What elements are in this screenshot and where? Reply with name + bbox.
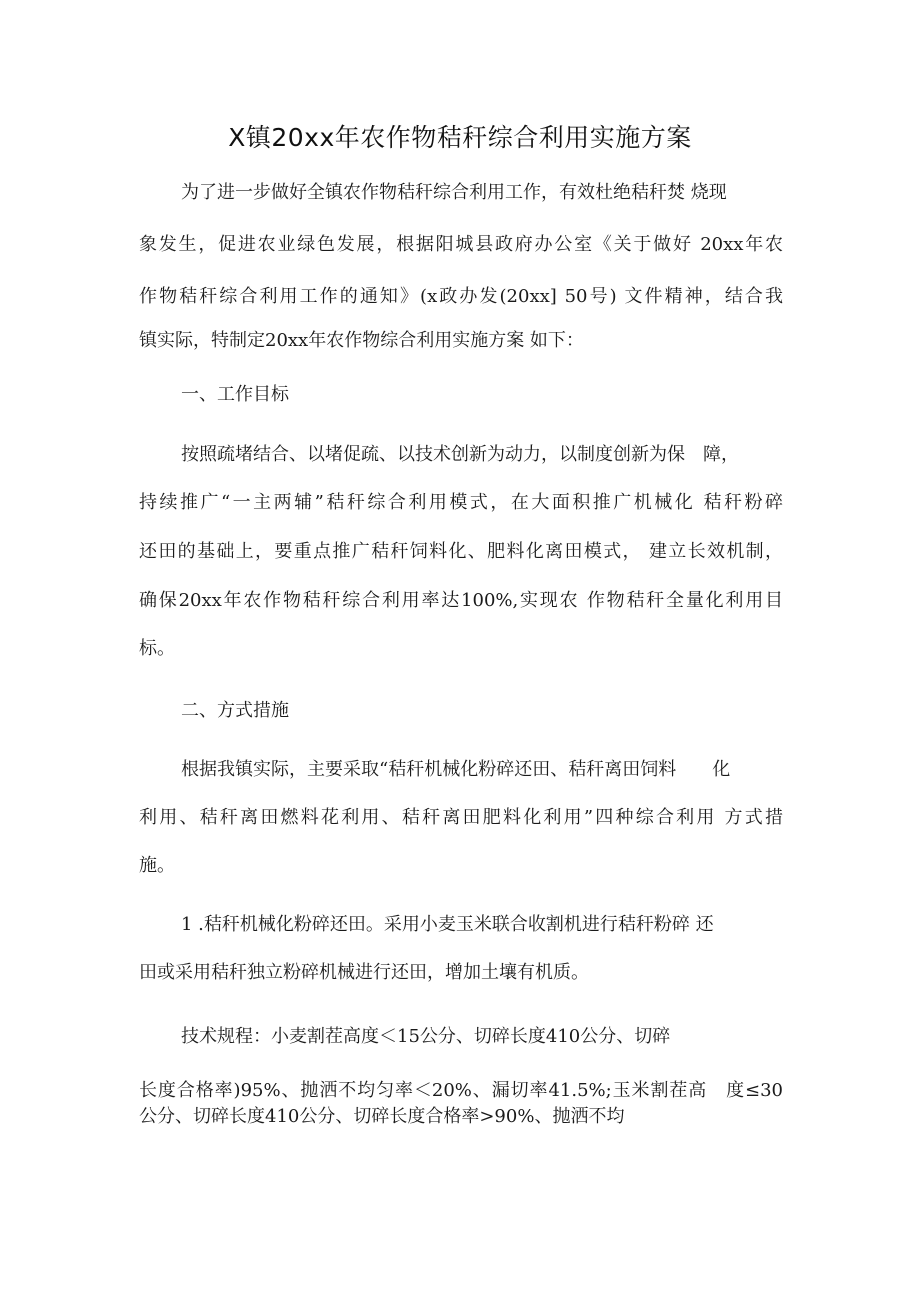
paragraph-line: 公分、切碎长度410公分、切碎长度合格率>90%、抛洒不均 [139,1106,625,1127]
paragraph-line: 施。 [139,855,175,876]
paragraph-line: 作物秸秆综合利用工作的通知》(x政办发(20xx] 50号) 文件精神，结合我 [139,286,783,307]
paragraph-line: 技术规程：小麦割茬高度＜15公分、切碎长度410公分、切碎 [181,1026,671,1047]
paragraph-line: 根据我镇实际，主要采取“秸秆机械化粉碎还田、秸秆离田饲料 化 [181,759,731,780]
paragraph-line: 利用、秸秆离田燃料花利用、秸秆离田肥料化利用”四种综合利用 方式措 [139,807,783,828]
paragraph-line: 长度合格率)95%、抛洒不均匀率＜20%、漏切率41.5%;玉米割茬高 度≤30 [139,1080,783,1101]
paragraph-line: 还田的基础上，要重点推广秸秆饲料化、肥料化离田模式， 建立长效机制， [139,541,783,562]
paragraph-line: 为了进一步做好全镇农作物秸秆综合利用工作，有效杜绝秸秆焚 烧现 [181,182,727,203]
paragraph-line: 镇实际，特制定20xx年农作物综合利用实施方案 如下： [139,330,584,351]
list-item-line: 1 .秸秆机械化粉碎还田。采用小麦玉米联合收割机进行秸秆粉碎 还 [181,914,714,935]
paragraph-line: 象发生，促进农业绿色发展，根据阳城县政府办公室《关于做好 20xx年农 [139,234,783,255]
section-heading: 二、方式措施 [181,700,289,721]
document-title: X镇20xx年农作物秸秆综合利用实施方案 [228,123,692,152]
list-item-line: 田或采用秸秆独立粉碎机械进行还田，增加土壤有机质。 [139,962,589,983]
paragraph-line: 持续推广“一主两辅”秸秆综合利用模式，在大面积推广机械化 秸秆粉碎 [139,492,783,513]
paragraph-line: 按照疏堵结合、以堵促疏、以技术创新为动力，以制度创新为保 障， [181,444,739,465]
paragraph-line: 确保20xx年农作物秸秆综合利用率达100%,实现农 作物秸秆全量化利用目 [139,590,783,611]
paragraph-line: 标。 [139,638,175,659]
section-heading: 一、工作目标 [181,384,289,405]
